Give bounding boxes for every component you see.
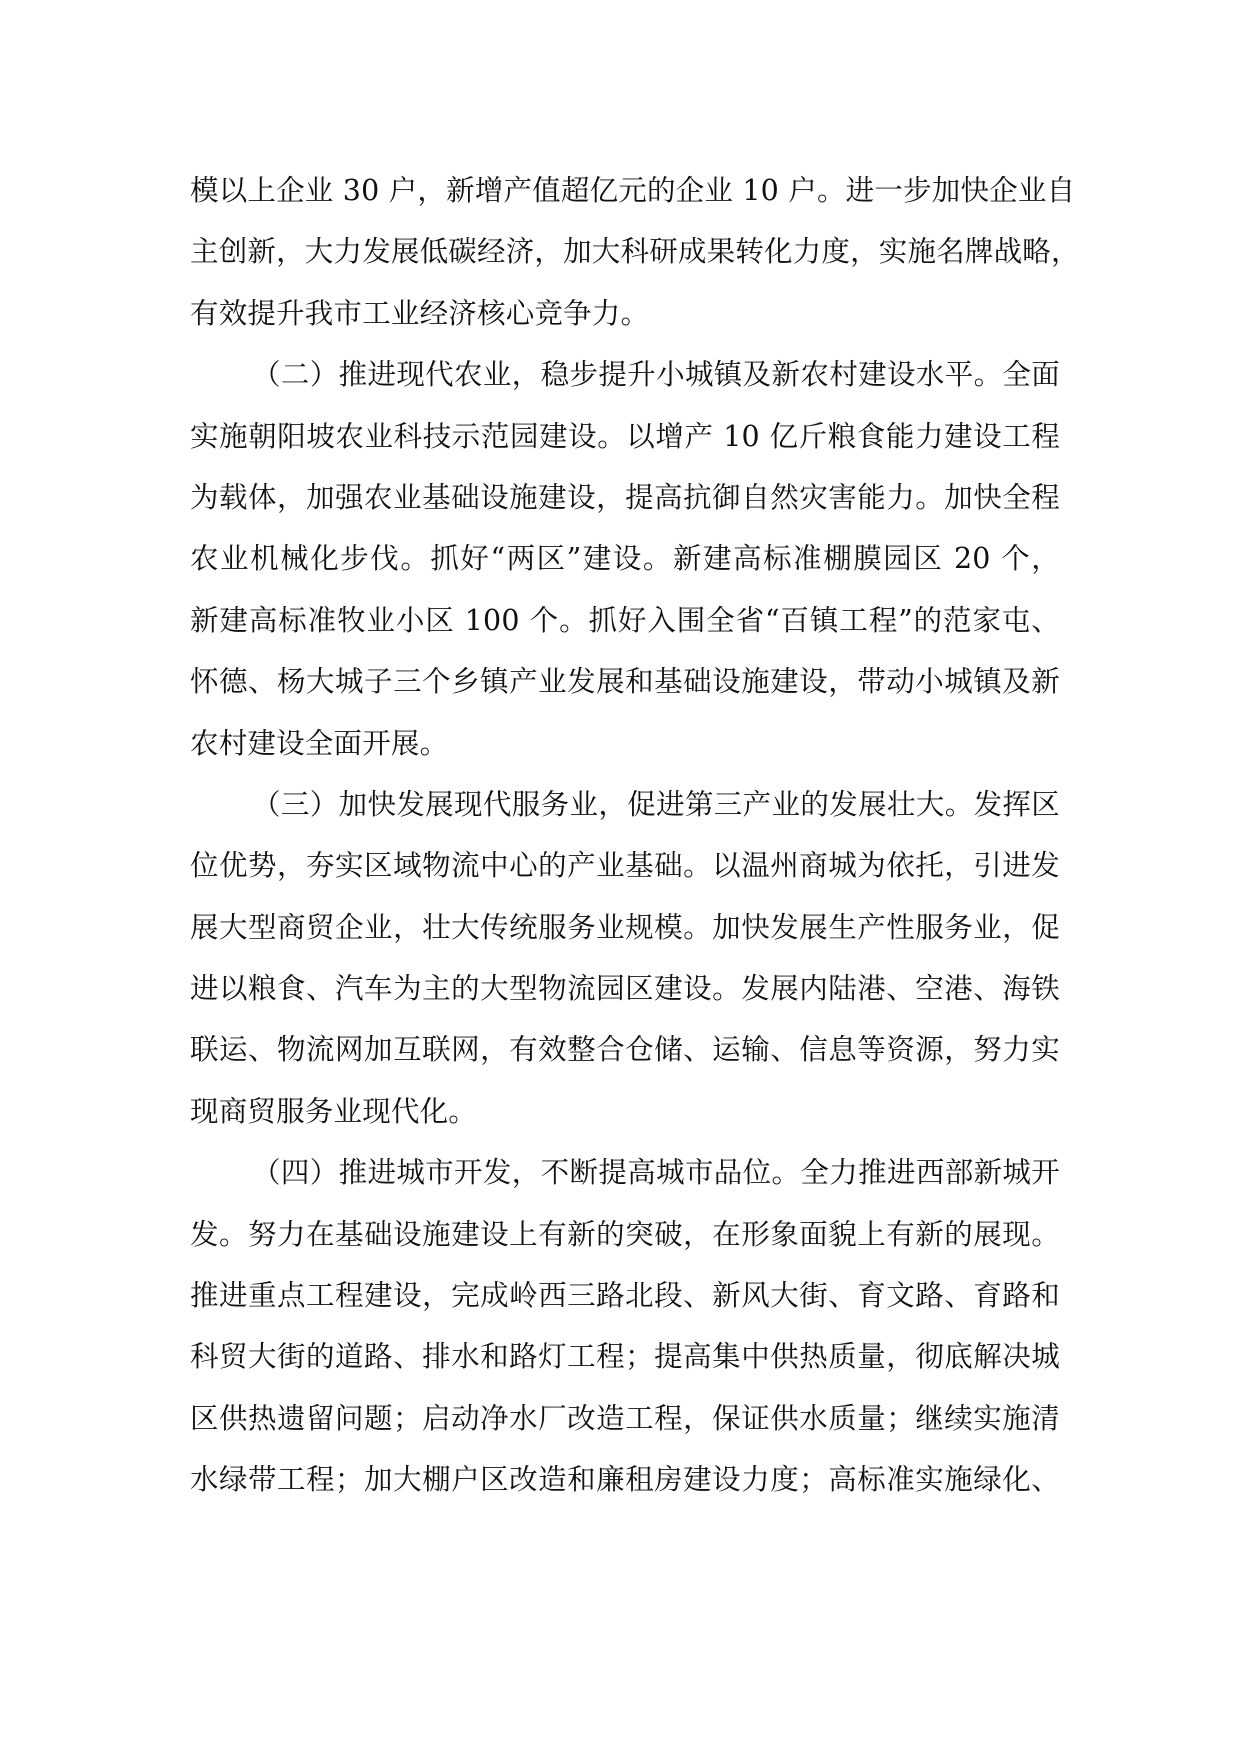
text-line: 推进重点工程建设，完成岭西三路北段、新风大街、育文路、育路和	[190, 1279, 1060, 1313]
text-line: 实施朝阳坡农业科技示范园建设。以增产 10 亿斤粮食能力建设工程	[190, 419, 1060, 453]
text-line: 主创新，大力发展低碳经济，加大科研成果转化力度，实施名牌战略，	[190, 235, 1080, 269]
text-line: 水绿带工程；加大棚户区改造和廉租房建设力度；高标准实施绿化、	[190, 1463, 1060, 1497]
text-line: 科贸大街的道路、排水和路灯工程；提高集中供热质量，彻底解决城	[190, 1340, 1060, 1374]
section-heading-line: （四）推进城市开发，不断提高城市品位。全力推进西部新城开	[252, 1156, 1060, 1190]
text-line: 联运、物流网加互联网，有效整合仓储、运输、信息等资源，努力实	[190, 1033, 1060, 1067]
text-line: 农业机械化步伐。抓好“两区”建设。新建高标准棚膜园区 20 个，	[190, 542, 1060, 576]
text-line: 进以粮食、汽车为主的大型物流园区建设。发展内陆港、空港、海铁	[190, 972, 1060, 1006]
text-line: 现商贸服务业现代化。	[190, 1094, 478, 1128]
text-line: 新建高标准牧业小区 100 个。抓好入围全省“百镇工程”的范家屯、	[190, 603, 1060, 637]
text-line: 位优势，夯实区域物流中心的产业基础。以温州商城为依托，引进发	[190, 849, 1060, 883]
document-body	[190, 160, 1080, 1511]
text-line: 怀德、杨大城子三个乡镇产业发展和基础设施建设，带动小城镇及新	[190, 665, 1060, 699]
section-heading-line: （二）推进现代农业，稳步提升小城镇及新农村建设水平。全面	[252, 358, 1060, 392]
text-line: 为载体，加强农业基础设施建设，提高抗御自然灾害能力。加快全程	[190, 480, 1060, 514]
text-line: 模以上企业 30 户，新增产值超亿元的企业 10 户。进一步加快企业自	[190, 174, 1076, 207]
text-line: 农村建设全面开展。	[190, 726, 449, 760]
text-line: 有效提升我市工业经济核心竞争力。	[190, 296, 650, 330]
section-heading-line: （三）加快发展现代服务业，促进第三产业的发展壮大。发挥区	[252, 787, 1060, 821]
text-line: 展大型商贸企业，壮大传统服务业规模。加快发展生产性服务业，促	[190, 910, 1060, 944]
text-line: 区供热遗留问题；启动净水厂改造工程，保证供水质量；继续实施清	[190, 1401, 1060, 1435]
text-line: 发。努力在基础设施建设上有新的突破，在形象面貌上有新的展现。	[190, 1217, 1060, 1251]
